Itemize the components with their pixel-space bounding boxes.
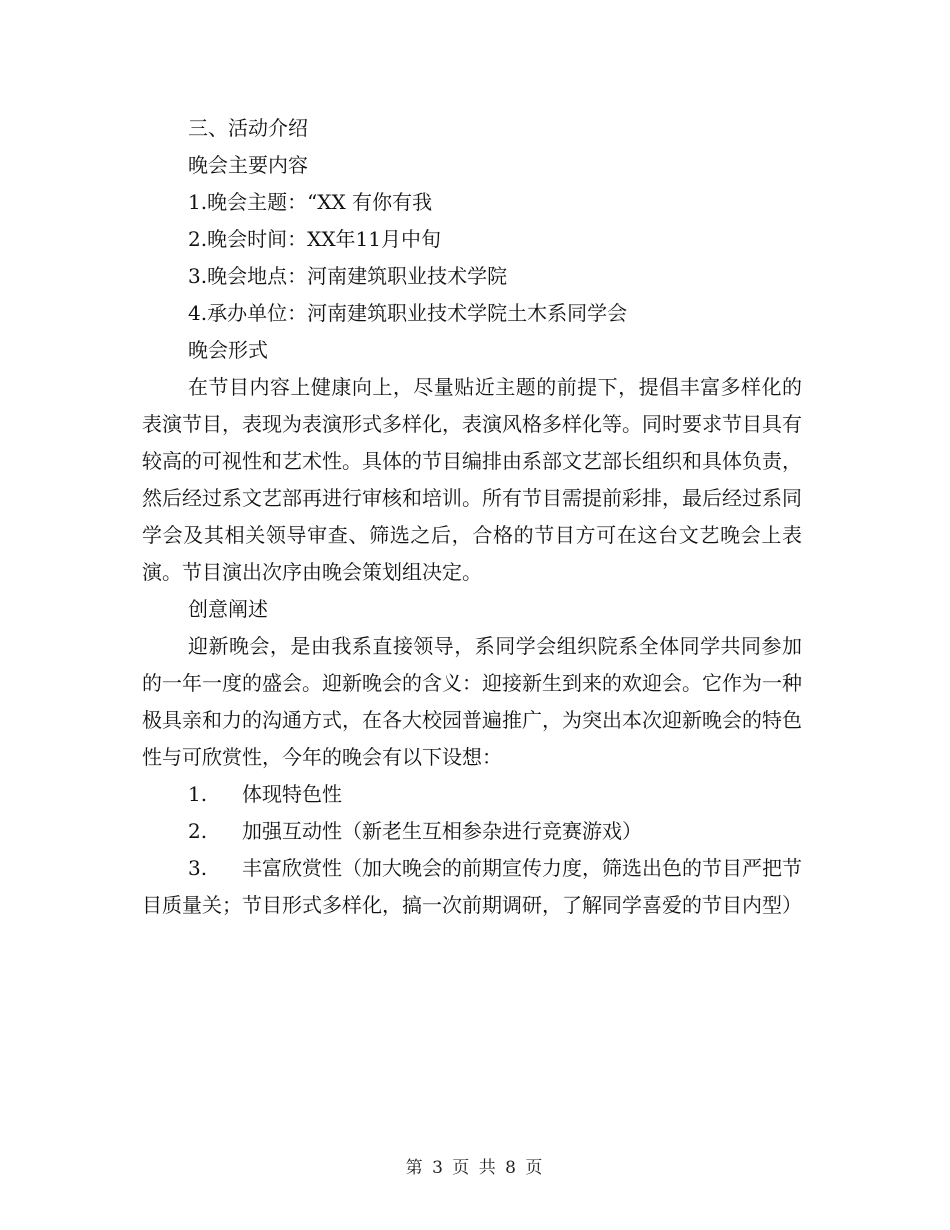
list-number: 2. (188, 819, 208, 843)
idea-paragraph: 迎新晚会，是由我系直接领导，系同学会组织院系全体同学共同参加的一年一度的盛会。迎新晚会的含义：迎接新生到来的欢迎会。它作为一种极具亲和力的沟通方式，在各大校园普遍推广，为突出本次迎新晚会的特色性与可欣赏性，今年的晚会有以下设想： (142, 634, 802, 769)
subheading-form: 晚会形式 (188, 338, 268, 362)
document-body (142, 110, 802, 924)
list-number: 1. (188, 782, 208, 806)
list-text: 加强互动性（新老生互相参杂进行竞赛游戏） (242, 819, 642, 843)
idea-list-item (142, 850, 802, 924)
form-paragraph: 在节目内容上健康向上，尽量贴近主题的前提下，提倡丰富多样化的表演节目，表现为表演形式多样化，表演风格多样化等。同时要求节目具有较高的可视性和艺术性。具体的节目编排由系部文艺部长组织和具体负责，然后经过系文艺部再进行审核和培训。所有节目需提前彩排，最后经过系同学会及其相关领导审查、筛选之后，合格的节目方可在这台文艺晚会上表演。节目演出次序由晚会策划组决定。 (142, 375, 802, 584)
content-item: 1.晚会主题：“XX 有你有我 (188, 190, 433, 214)
list-number: 3. (188, 856, 208, 880)
list-text: 体现特色性 (242, 782, 342, 806)
subheading-idea: 创意阐述 (188, 597, 268, 621)
content-item: 4.承办单位：河南建筑职业技术学院土木系同学会 (188, 301, 628, 325)
section-heading: 三、活动介绍 (188, 116, 308, 140)
idea-list-item (142, 776, 802, 813)
idea-list-item (142, 813, 802, 850)
list-text: 丰富欣赏性（加大晚会的前期宣传力度，筛选出色的节目严把节目质量关；节目形式多样化，搞一次前期调研，了解同学喜爱的节目内型） (142, 856, 802, 917)
content-item: 2.晚会时间：XX年11月中旬 (188, 227, 442, 251)
page-footer: 第 3 页 共 8 页 (405, 1158, 545, 1178)
content-item: 3.晚会地点：河南建筑职业技术学院 (188, 264, 508, 288)
subheading-content: 晚会主要内容 (188, 153, 308, 177)
